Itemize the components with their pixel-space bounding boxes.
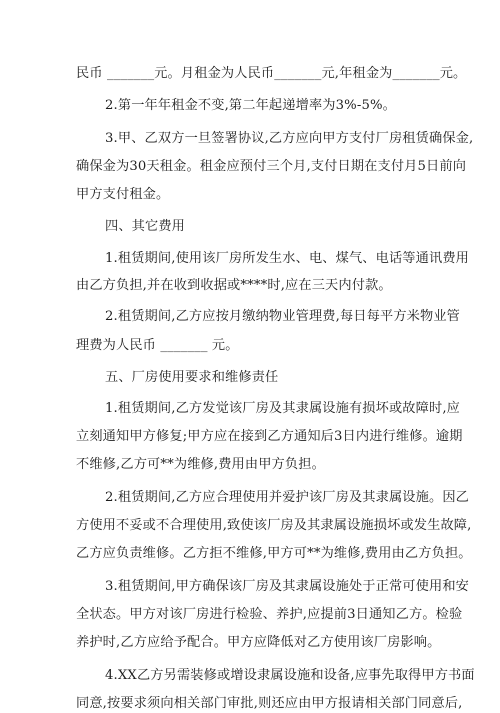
text-line-safe-condition: 3.租赁期间,甲方确保该厂房及其隶属设施处于正常可使用和安	[105, 579, 469, 594]
text-line-rent-amounts: 民币 _______元。月租金为人民币_______元,年租金为_______元。	[76, 66, 467, 81]
text-line-tenant-repair: 乙方应负责维修。乙方拒不维修,甲方可**为维修,费用由乙方负担。	[76, 546, 472, 561]
text-line-management-fee-amount: 理费为人民币 _______ 元。	[76, 338, 239, 353]
text-line-rent-increase: 2.第一年年租金不变,第二年起递增率为3%-5%。	[105, 98, 397, 113]
text-line-management-fee: 2.租赁期间,乙方应按月缴纳物业管理费,每日每平方米物业管	[105, 309, 461, 324]
text-line-deposit: 3.甲、乙双方一旦签署协议,乙方应向甲方支付厂房租赁确保金,	[105, 131, 474, 146]
text-line-repair-notice: 1.租赁期间,乙方发觉该厂房及其隶属设施有损坏或故障时,应	[105, 401, 461, 416]
text-line-deposit-terms: 确保金为30天租金。租金应预付三个月,支付日期在支付月5日前向	[76, 159, 467, 174]
section-heading-other-fees: 四、其它费用	[105, 219, 186, 234]
text-line-utilities: 1.租赁期间,使用该厂房所发生水、电、煤气、电话等通讯费用	[105, 251, 469, 266]
text-line-utilities-payment: 由乙方负担,并在收到收据或****时,应在三天内付款。	[76, 278, 392, 293]
text-line-inspection: 全状态。甲方对该厂房进行检验、养护,应提前3日通知乙方。检验	[76, 607, 463, 622]
text-line-improper-use: 方使用不妥或不合理使用,致使该厂房及其隶属设施损坏或发生故障,	[76, 518, 472, 533]
text-line-renovation: 4.XX乙方另需装修或增设隶属设施和设备,应事先取得甲方书面	[105, 668, 475, 683]
text-line-inspection-cooperation: 养护时,乙方应给予配合。甲方应降低对乙方使用该厂房影响。	[76, 635, 441, 650]
text-line-repair-deadline: 立刻通知甲方修复;甲方应在接到乙方通知后3日内进行维修。逾期	[76, 429, 463, 444]
text-line-repair-cost: 不维修,乙方可**为维修,费用由甲方负担。	[76, 457, 325, 472]
text-line-deposit-end: 甲方支付租金。	[76, 187, 170, 202]
text-line-proper-use: 2.租赁期间,乙方应合理使用并爱护该厂房及其隶属设施。因乙	[105, 490, 469, 505]
section-heading-maintenance: 五、厂房使用要求和维修责任	[105, 370, 279, 385]
text-line-renovation-approval: 同意,按要求须向相关部门审批,则还应由甲方报请相关部门同意后,	[76, 696, 463, 711]
